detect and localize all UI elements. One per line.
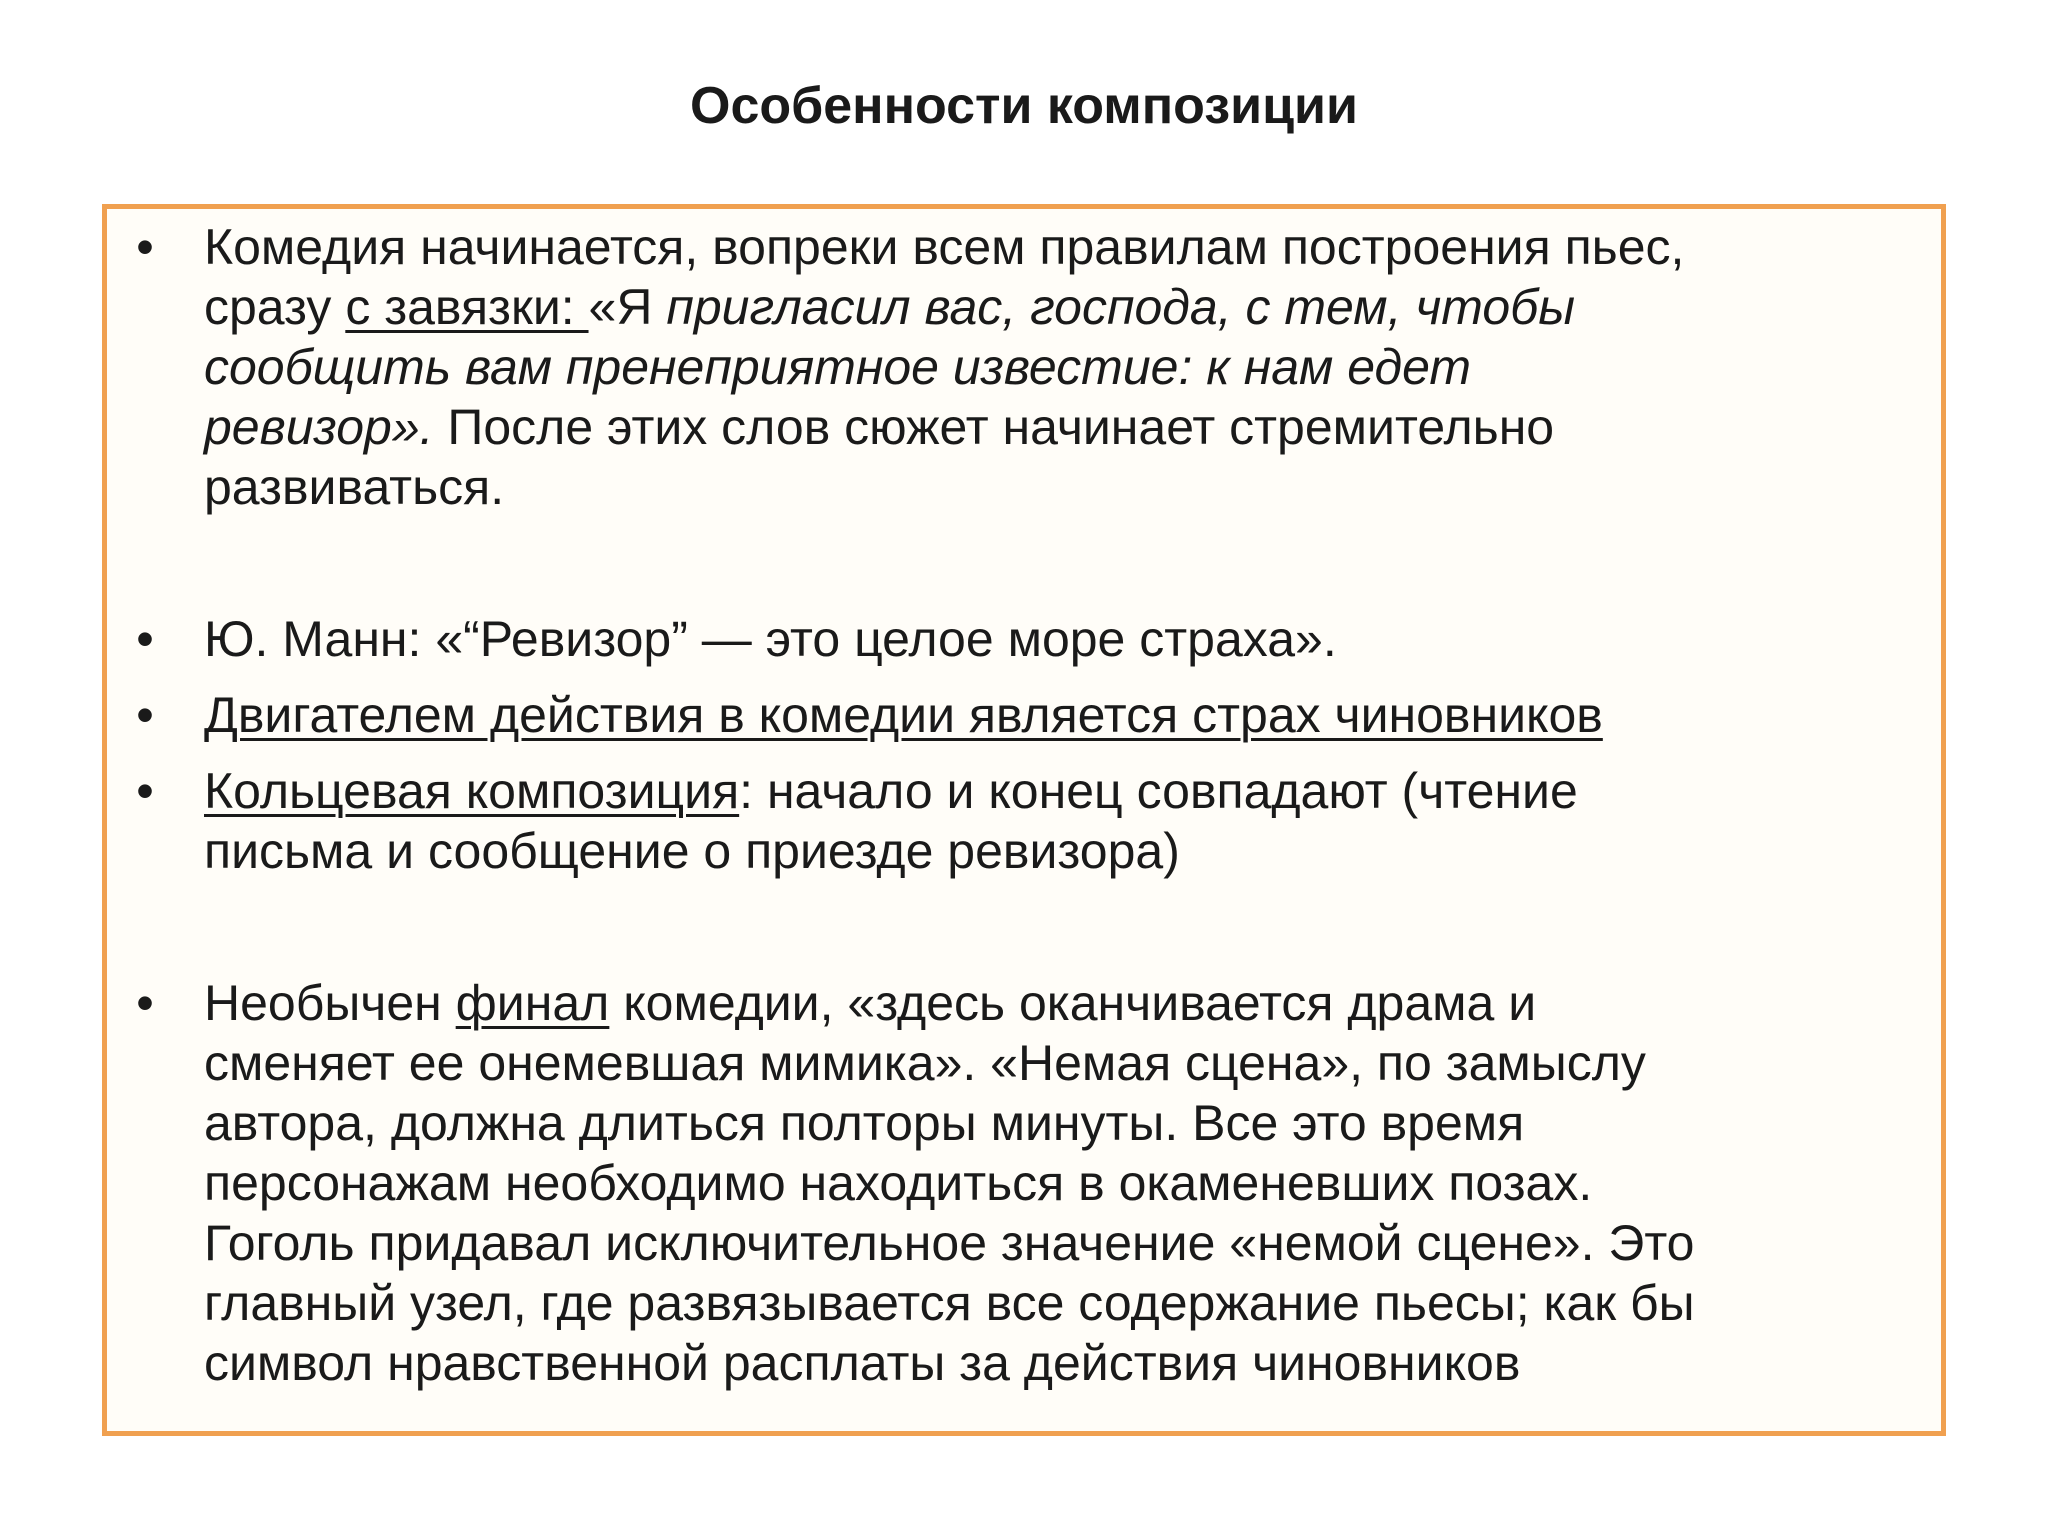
- bullet-text: [204, 973, 1901, 1393]
- underlined-term: Кольцевая композиция: [204, 763, 740, 819]
- text-line: Ю. Манн: «“Ревизор” — это целое море страха».: [204, 611, 1337, 667]
- text-line: Гоголь придавал исключительное значение «немой сцене». Это: [204, 1215, 1695, 1271]
- text-line: [204, 973, 1901, 1033]
- bullet-icon: •: [136, 219, 154, 275]
- bullet-icon: •: [136, 687, 154, 743]
- bullet-text: [204, 217, 1901, 517]
- text-line: автора, должна длиться полторы минуты. Все это время: [204, 1095, 1525, 1151]
- bullet-text: [204, 761, 1901, 881]
- text-line: главный узел, где развязывается все содержание пьесы; как бы: [204, 1275, 1695, 1331]
- text-line: Комедия начинается, вопреки всем правилам построения пьес,: [204, 219, 1685, 275]
- bullet-icon: •: [136, 611, 154, 667]
- underlined-term: с завязки:: [345, 279, 589, 335]
- text-line: развиваться.: [204, 459, 505, 515]
- quote-text: пригласил вас, господа, с тем, чтобы: [666, 279, 1576, 335]
- underlined-line: Двигателем действия в комедии является страх чиновников: [204, 687, 1603, 743]
- bullet-text: [204, 685, 1901, 745]
- text-run: «Я: [588, 279, 667, 335]
- text-line: символ нравственной расплаты за действия чиновников: [204, 1335, 1521, 1391]
- text-run: : начало и конец совпадают (чтение: [739, 763, 1578, 819]
- text-line: [204, 761, 1901, 821]
- quote-line: сообщить вам пренеприятное известие: к нам едет: [204, 339, 1471, 395]
- text-run: сразу: [204, 279, 346, 335]
- text-run: После этих слов сюжет начинает стремительно: [433, 399, 1555, 455]
- text-line: [204, 397, 1901, 457]
- bullet-icon: •: [136, 763, 154, 819]
- text-line: [204, 277, 1901, 337]
- slide-title: Особенности композиции: [690, 77, 1358, 135]
- bullet-icon: •: [136, 975, 154, 1031]
- text-line: сменяет ее онемевшая мимика». «Немая сцена», по замыслу: [204, 1035, 1646, 1091]
- text-run: комедии, «здесь оканчивается драма и: [609, 975, 1537, 1031]
- text-line: персонажам необходимо находиться в окаменевших позах.: [204, 1155, 1593, 1211]
- text-line: письма и сообщение о приезде ревизора): [204, 823, 1180, 879]
- content-box: [102, 204, 1946, 1436]
- text-run: Необычен: [204, 975, 456, 1031]
- bullet-text: [204, 609, 1901, 669]
- underlined-term: финал: [455, 975, 610, 1031]
- quote-text: ревизор».: [204, 399, 434, 455]
